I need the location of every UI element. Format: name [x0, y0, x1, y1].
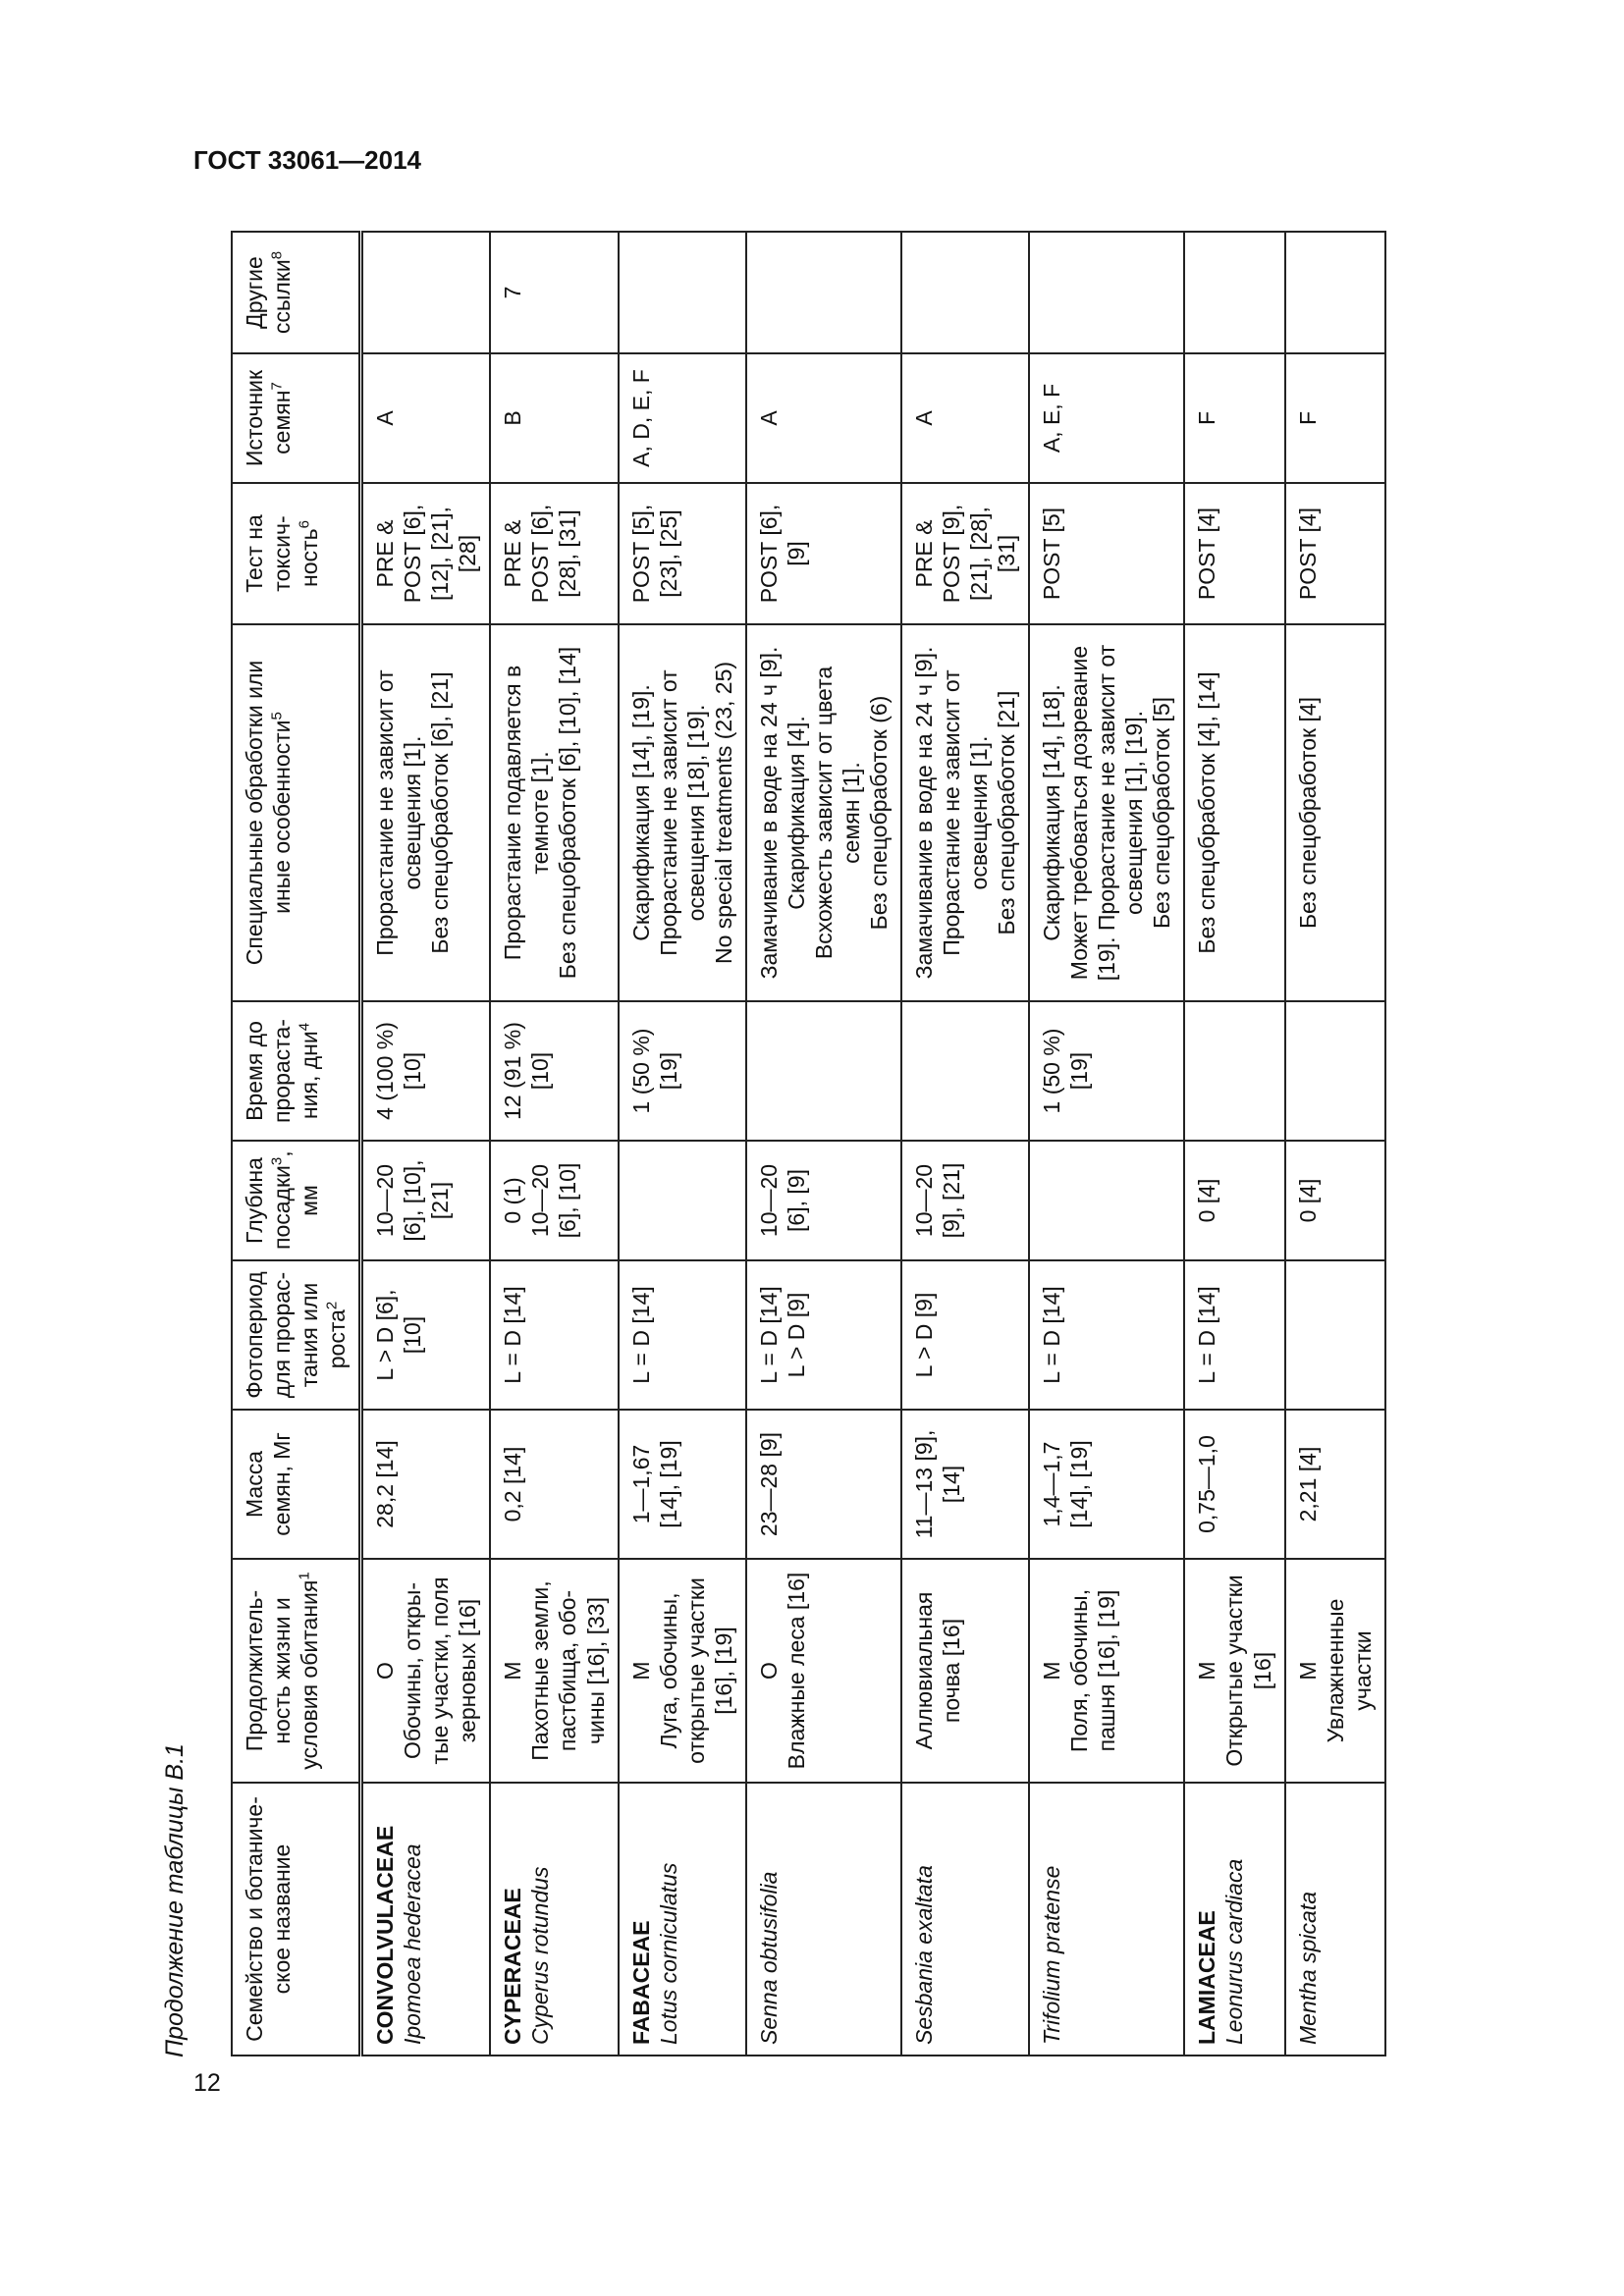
depth-cell [1184, 1141, 1284, 1260]
cell-line: М [1294, 1661, 1321, 1681]
species-name: Cyperus rotundus [527, 1866, 554, 2045]
rotated-table-container [231, 233, 1495, 2056]
cell-line: О [755, 1662, 782, 1680]
table-row [746, 232, 901, 2056]
species-cell [746, 1783, 901, 2056]
toxicity-test-cell [1029, 483, 1184, 624]
cell-line: Открытые участки [16] [1221, 1575, 1275, 1767]
cell-line: PRE & POST [6], [28], [31] [500, 504, 581, 604]
special-treatment-cell [619, 624, 746, 1001]
photoperiod-cell [746, 1260, 901, 1410]
table-row [619, 232, 746, 2056]
cell-line: 0 (1) [500, 1177, 526, 1224]
family-name: FABACEAE [627, 1920, 654, 2045]
cell-line: М [1194, 1661, 1220, 1681]
column-header-text: Другие ссылки [242, 256, 296, 335]
column-header-text: Продолжительность жизни и условия обитания [242, 1579, 323, 1770]
table-row [1029, 232, 1184, 2056]
other-refs-cell [361, 232, 491, 353]
footnote-marker: 8 [268, 250, 286, 260]
germination-time-cell [901, 1001, 1029, 1141]
photoperiod-cell [1285, 1260, 1385, 1410]
cell-line: POST [5], [23], [25] [627, 504, 681, 604]
cell-line: Всхожесть зависит от цвета семян [1]. [810, 666, 864, 960]
cell-line: Без спецобработок [4], [14] [1194, 671, 1220, 954]
cell-line: L = D [14] [627, 1286, 654, 1384]
depth-cell [1029, 1141, 1184, 1260]
other-refs-cell: 7 [490, 232, 618, 353]
special-treatment-cell [490, 624, 618, 1001]
depth-cell [1285, 1141, 1385, 1260]
cell-line: Прорастание не зависит от освещения [18], [19]. [655, 669, 709, 956]
table-row [1285, 232, 1385, 2056]
column-header [232, 624, 361, 1001]
column-header [232, 1410, 361, 1559]
column-header-text: Глубина посадки [242, 1157, 296, 1250]
mass-cell [1029, 1410, 1184, 1559]
mass-cell [490, 1410, 618, 1559]
cell-line: Прорастание не зависит от освещения [1]. [939, 669, 993, 956]
cell-line: Без спецобработок [6], [21] [427, 671, 454, 954]
cell-line: Скарификация [14], [19]. [627, 684, 654, 941]
toxicity-test-cell [619, 483, 746, 624]
cell-line: POST [5] [1039, 507, 1065, 601]
column-header [232, 353, 361, 483]
special-treatment-cell [1285, 624, 1385, 1001]
cell-line: 10—20 [372, 1163, 399, 1238]
table-row [361, 232, 491, 2056]
cell-line: Замачивание в воде на 24 ч [9]. [755, 646, 782, 980]
cell-line: Может требоваться дозревание [19]. Прорастание не зависит от освещения [1], [19]. [1066, 644, 1148, 982]
cell-line: Скарификация [14], [18]. [1039, 684, 1065, 941]
cell-line: Прорастание не зависит от освещения [1]. [372, 669, 426, 956]
cell-line: POST [6], [9] [755, 504, 809, 604]
seed-source-cell: A, E, F [1029, 353, 1184, 483]
life-cell [1184, 1559, 1284, 1783]
photoperiod-cell [901, 1260, 1029, 1410]
cell-line: 1—1,67 [14], [19] [627, 1440, 681, 1528]
cell-line: Поля, обочины, пашня [16], [19] [1066, 1588, 1120, 1753]
mass-cell [1184, 1410, 1284, 1559]
species-name: Senna obtusifolia [755, 1871, 782, 2045]
cell-line: PRE & POST [6], [12], [21], [28] [372, 504, 481, 604]
cell-line: Увлажненные участки [1322, 1598, 1376, 1743]
cell-line: 0,2 [14] [500, 1446, 526, 1522]
cell-line: 28,2 [14] [372, 1440, 399, 1528]
cell-line: 23—28 [9] [755, 1431, 782, 1537]
table-body [361, 232, 1385, 2056]
table-row [490, 232, 618, 2056]
cell-line: [9], [21] [939, 1162, 965, 1239]
photoperiod-cell [619, 1260, 746, 1410]
cell-line: 1 (50 %) [19] [627, 1028, 681, 1114]
mass-cell [361, 1410, 491, 1559]
document-header: ГОСТ 33061—2014 [193, 145, 421, 175]
cell-line: L = D [14] [500, 1286, 526, 1384]
seed-source-cell: F [1184, 353, 1284, 483]
cell-line: 11—13 [9], [14] [910, 1429, 965, 1539]
seed-source-cell: A [746, 353, 901, 483]
toxicity-test-cell [1184, 483, 1284, 624]
column-header-text: Семейство и ботаническое название [242, 1796, 296, 2042]
cell-line: Без спецобработок [4] [1294, 696, 1321, 930]
species-cell [901, 1783, 1029, 2056]
cell-line: М [627, 1661, 654, 1681]
column-header [232, 1559, 361, 1783]
other-refs-cell [619, 232, 746, 353]
column-header-text: Источник семян [242, 369, 296, 467]
mass-cell [1285, 1410, 1385, 1559]
cell-line: Прорастание подавляется в темноте [1]. [500, 665, 554, 961]
cell-line: L > D [9] [783, 1292, 809, 1378]
life-cell [361, 1559, 491, 1783]
cell-line: [6], [10], [21] [400, 1159, 454, 1242]
other-refs-cell [901, 232, 1029, 353]
depth-cell [901, 1141, 1029, 1260]
species-cell [1029, 1783, 1184, 2056]
photoperiod-cell [1029, 1260, 1184, 1410]
special-treatment-cell [901, 624, 1029, 1001]
footnote-marker: 5 [268, 712, 286, 721]
cell-line: Замачивание в воде на 24 ч [9]. [910, 646, 937, 980]
column-header-text: Фотопериод для прорастания или роста [242, 1271, 351, 1399]
table-header [232, 232, 361, 2056]
special-treatment-cell [1029, 624, 1184, 1001]
toxicity-test-cell [1285, 483, 1385, 624]
column-header-text: , мм [269, 1150, 323, 1216]
cell-line: L > D [6], [10] [372, 1289, 426, 1381]
germination-time-cell [619, 1001, 746, 1141]
column-header [232, 483, 361, 624]
cell-line: М [1039, 1661, 1065, 1681]
column-header-text: Тест на токсичность [242, 514, 323, 593]
cell-line: [6], [10] [555, 1162, 581, 1239]
seed-species-table [231, 231, 1386, 2056]
species-cell [361, 1783, 491, 2056]
cell-line: Пахотные земли, пастбища, обочины [16], [33] [527, 1580, 609, 1761]
column-header [232, 1141, 361, 1260]
cell-line: 10—20 [527, 1163, 554, 1238]
depth-cell [746, 1141, 901, 1260]
cell-line: POST [4] [1294, 507, 1321, 601]
life-cell [1285, 1559, 1385, 1783]
column-header [232, 232, 361, 353]
cell-line: [6], [9] [783, 1169, 809, 1232]
family-name: CONVOLVULACEAE [372, 1825, 399, 2045]
cell-line: Луга, обочины, открытые участки [16], [19] [655, 1577, 736, 1764]
cell-line: L = D [14] [1194, 1286, 1220, 1384]
cell-line: No special treatments (23, 25) [710, 661, 736, 965]
cell-line: L = D [14] [1039, 1286, 1065, 1384]
toxicity-test-cell [361, 483, 491, 624]
column-header-text: Масса семян, Мг [242, 1432, 296, 1536]
species-cell [1285, 1783, 1385, 2056]
life-cell [1029, 1559, 1184, 1783]
cell-line: Скарификация [4]. [783, 716, 809, 910]
special-treatment-cell [1184, 624, 1284, 1001]
family-name: CYPERACEAE [500, 1888, 526, 2045]
cell-line: 4 (100 %) [10] [372, 1022, 426, 1120]
photoperiod-cell [361, 1260, 491, 1410]
cell-line: О [372, 1662, 399, 1680]
table-row [1184, 232, 1284, 2056]
mass-cell [619, 1410, 746, 1559]
cell-line: Без спецобработок [21] [994, 690, 1020, 935]
germination-time-cell [361, 1001, 491, 1141]
cell-line: 0 [4] [1294, 1178, 1321, 1223]
other-refs-cell [1184, 232, 1284, 353]
table-caption: Продолжение таблицы В.1 [161, 1743, 189, 2057]
toxicity-test-cell [490, 483, 618, 624]
species-name: Leonurus cardiaca [1221, 1858, 1248, 2045]
cell-line: Влажные леса [16] [783, 1572, 809, 1770]
life-cell [746, 1559, 901, 1783]
special-treatment-cell [746, 624, 901, 1001]
species-cell [619, 1783, 746, 2056]
germination-time-cell [1285, 1001, 1385, 1141]
footnote-marker: 6 [296, 520, 313, 529]
species-name: Sesbania exaltata [910, 1865, 937, 2045]
toxicity-test-cell [746, 483, 901, 624]
cell-line: 10—20 [755, 1163, 782, 1238]
cell-line: 0,75—1,0 [1194, 1435, 1220, 1533]
page-number: 12 [193, 2069, 221, 2097]
special-treatment-cell [361, 624, 491, 1001]
germination-time-cell [746, 1001, 901, 1141]
photoperiod-cell [490, 1260, 618, 1410]
cell-line: L > D [9] [910, 1292, 937, 1378]
cell-line: 12 (91 %) [10] [500, 1022, 554, 1120]
cell-line: Обочины, открытые участки, поля зерновых [16] [400, 1576, 481, 1765]
cell-line: М [500, 1661, 526, 1681]
seed-source-cell: F [1285, 353, 1385, 483]
footnote-marker: 3 [268, 1156, 286, 1166]
header-row [232, 232, 361, 2056]
mass-cell [901, 1410, 1029, 1559]
germination-time-cell [1184, 1001, 1284, 1141]
family-name: LAMIACEAE [1194, 1910, 1220, 2045]
other-refs-cell [746, 232, 901, 353]
footnote-marker: 7 [268, 382, 286, 391]
cell-line: 1,4—1,7 [14], [19] [1039, 1440, 1093, 1528]
life-cell [490, 1559, 618, 1783]
column-header [232, 1260, 361, 1410]
germination-time-cell [1029, 1001, 1184, 1141]
life-cell [901, 1559, 1029, 1783]
seed-source-cell: A [901, 353, 1029, 483]
seed-source-cell: A, D, E, F [619, 353, 746, 483]
footnote-marker: 2 [323, 1301, 341, 1310]
cell-line: Без спецобработок [6], [10], [14] [555, 646, 581, 980]
life-cell [619, 1559, 746, 1783]
seed-source-cell: A [361, 353, 491, 483]
photoperiod-cell [1184, 1260, 1284, 1410]
cell-line: 2,21 [4] [1294, 1446, 1321, 1522]
other-refs-cell [1029, 232, 1184, 353]
cell-line: POST [4] [1194, 507, 1220, 601]
depth-cell [619, 1141, 746, 1260]
cell-line: Без спецобработок (6) [865, 695, 892, 931]
species-name: Trifolium pratense [1039, 1865, 1065, 2045]
species-name: Lotus corniculatus [655, 1862, 681, 2045]
column-header [232, 1783, 361, 2056]
table-row [901, 232, 1029, 2056]
species-name: Ipomoea hederacea [400, 1843, 426, 2045]
other-refs-cell [1285, 232, 1385, 353]
germination-time-cell [490, 1001, 618, 1141]
depth-cell [361, 1141, 491, 1260]
cell-line: PRE & POST [9], [21], [28], [31] [910, 504, 1020, 604]
cell-line: Без спецобработок [5] [1149, 696, 1175, 930]
footnote-marker: 1 [296, 1572, 313, 1580]
cell-line: L = D [14] [755, 1286, 782, 1384]
column-header-text: Специальные обработки или иные особенности [242, 660, 296, 966]
cell-line: 1 (50 %) [19] [1039, 1028, 1093, 1114]
cell-line: Аллювиальная почва [16] [910, 1591, 965, 1750]
depth-cell [490, 1141, 618, 1260]
column-header-text: Время до прорастания, дни [242, 1019, 323, 1123]
column-header [232, 1001, 361, 1141]
toxicity-test-cell [901, 483, 1029, 624]
species-cell [1184, 1783, 1284, 2056]
species-cell [490, 1783, 618, 2056]
species-name: Mentha spicata [1294, 1892, 1321, 2045]
cell-line: 0 [4] [1194, 1178, 1220, 1223]
cell-line: 10—20 [910, 1163, 937, 1238]
seed-source-cell: B [490, 353, 618, 483]
footnote-marker: 4 [296, 1022, 313, 1032]
mass-cell [746, 1410, 901, 1559]
